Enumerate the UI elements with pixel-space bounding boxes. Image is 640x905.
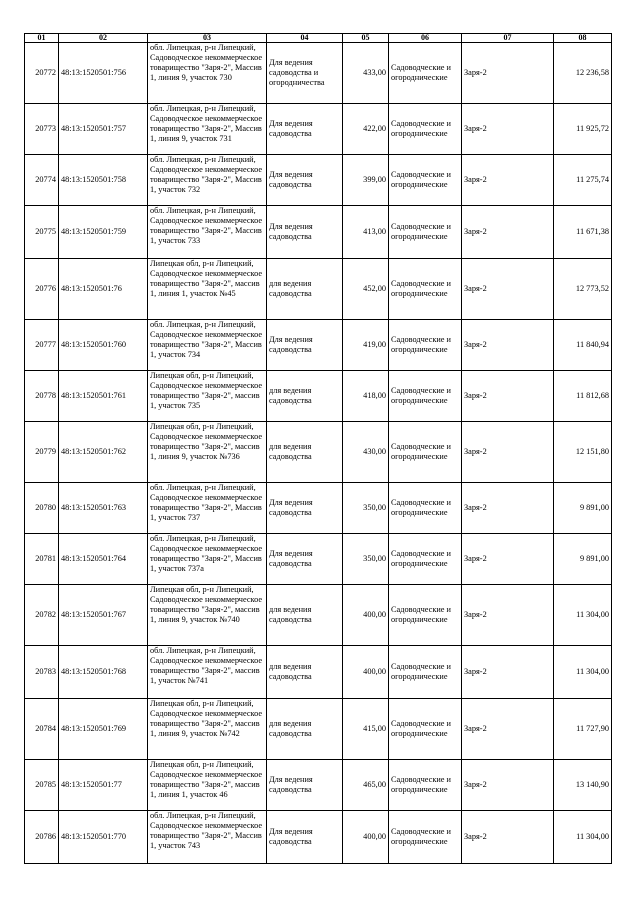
permitted-use-cell: Для ведения садоводства — [267, 206, 343, 259]
address-cell — [148, 155, 267, 206]
cadastral-number-cell: 48:13:1520501:77 — [59, 760, 148, 811]
address-cell — [148, 371, 267, 422]
settlement-name-cell: Заря-2 — [462, 320, 554, 371]
area-value-cell: 422,00 — [343, 104, 389, 155]
permitted-use-cell: Для ведения садоводства — [267, 104, 343, 155]
row-number-cell: 20776 — [25, 259, 59, 320]
cadastral-value-cell: 11 812,68 — [554, 371, 612, 422]
cadastral-number-cell: 48:13:1520501:763 — [59, 483, 148, 534]
table-row — [25, 534, 612, 585]
table-header-row — [25, 34, 612, 43]
cadastral-number-cell: 48:13:1520501:76 — [59, 259, 148, 320]
area-value-cell: 399,00 — [343, 155, 389, 206]
cadastral-value-cell: 11 671,38 — [554, 206, 612, 259]
column-header: 01 — [25, 34, 59, 43]
table-row — [25, 811, 612, 864]
address-text: обл. Липецкая, р-н Липецкий, Садоводческое некоммерческое товарищество "Заря-2", Массив 1, участок 732 — [150, 155, 263, 194]
permitted-use-cell: для ведения садоводства — [267, 371, 343, 422]
settlement-name-cell: Заря-2 — [462, 422, 554, 483]
cadastral-number-cell: 48:13:1520501:757 — [59, 104, 148, 155]
column-header: 02 — [59, 34, 148, 43]
row-number-cell: 20772 — [25, 43, 59, 104]
column-header: 08 — [554, 34, 612, 43]
table-row — [25, 259, 612, 320]
land-category-cell: Садоводческие и огороднические — [389, 371, 462, 422]
area-value-cell: 400,00 — [343, 811, 389, 864]
table-row — [25, 206, 612, 259]
address-text: Липецкая обл, р-н Липецкий, Садоводческое некоммерческое товарищество "Заря-2", массив 1, линия 9, участок №736 — [150, 422, 263, 461]
row-number-cell: 20775 — [25, 206, 59, 259]
row-number-cell: 20774 — [25, 155, 59, 206]
settlement-name-cell: Заря-2 — [462, 699, 554, 760]
row-number-cell: 20778 — [25, 371, 59, 422]
land-category-cell: Садоводческие и огороднические — [389, 104, 462, 155]
row-number-cell: 20779 — [25, 422, 59, 483]
land-category-cell: Садоводческие и огороднические — [389, 811, 462, 864]
address-text: обл. Липецкая, р-н Липецкий, Садоводческое некоммерческое товарищество "Заря-2", Массив 1, участок 743 — [150, 811, 263, 850]
row-number-cell: 20777 — [25, 320, 59, 371]
address-cell — [148, 760, 267, 811]
address-text: обл. Липецкая, р-н Липецкий, Садоводческое некоммерческое товарищество "Заря-2", Массив 1, линия 9, участок 730 — [150, 43, 263, 82]
address-cell — [148, 699, 267, 760]
row-number-cell: 20783 — [25, 646, 59, 699]
cadastral-number-cell: 48:13:1520501:768 — [59, 646, 148, 699]
address-text: обл. Липецкая, р-н Липецкий, Садоводческое некоммерческое товарищество "Заря-2", Массив 1, участок 737 — [150, 483, 263, 522]
settlement-name-cell: Заря-2 — [462, 371, 554, 422]
settlement-name-cell: Заря-2 — [462, 206, 554, 259]
table-row — [25, 699, 612, 760]
cadastral-value-cell: 11 925,72 — [554, 104, 612, 155]
area-value-cell: 400,00 — [343, 646, 389, 699]
address-cell — [148, 104, 267, 155]
address-text: обл. Липецкая, р-н Липецкий, Садоводческое некоммерческое товарищество "Заря-2", Массив 1, участок 733 — [150, 206, 263, 245]
area-value-cell: 419,00 — [343, 320, 389, 371]
table-row — [25, 585, 612, 646]
address-cell — [148, 422, 267, 483]
column-header: 06 — [389, 34, 462, 43]
land-category-cell: Садоводческие и огороднические — [389, 422, 462, 483]
table-row — [25, 320, 612, 371]
address-text: обл. Липецкая, р-н Липецкий, Садоводческое некоммерческое товарищество "Заря-2", Массив 1, участок 734 — [150, 320, 263, 359]
land-category-cell: Садоводческие и огороднические — [389, 206, 462, 259]
address-text: Липецкая обл, р-н Липецкий, Садоводческое некоммерческое товарищество "Заря-2", массив 1, участок 735 — [150, 371, 263, 410]
area-value-cell: 465,00 — [343, 760, 389, 811]
row-number-cell: 20785 — [25, 760, 59, 811]
area-value-cell: 350,00 — [343, 483, 389, 534]
address-cell — [148, 811, 267, 864]
cadastral-value-cell: 12 151,80 — [554, 422, 612, 483]
land-category-cell: Садоводческие и огороднические — [389, 699, 462, 760]
cadastral-number-cell: 48:13:1520501:761 — [59, 371, 148, 422]
land-category-cell: Садоводческие и огороднические — [389, 760, 462, 811]
cadastral-value-cell: 11 727,90 — [554, 699, 612, 760]
address-cell — [148, 646, 267, 699]
area-value-cell: 452,00 — [343, 259, 389, 320]
permitted-use-cell: для ведения садоводства — [267, 699, 343, 760]
cadastral-value-cell: 11 840,94 — [554, 320, 612, 371]
settlement-name-cell: Заря-2 — [462, 646, 554, 699]
land-category-cell: Садоводческие и огороднические — [389, 646, 462, 699]
permitted-use-cell: для ведения садоводства — [267, 259, 343, 320]
address-text: Липецкая обл, р-н Липецкий, Садоводческое некоммерческое товарищество "Заря-2", массив 1, линия 9, участок №742 — [150, 699, 263, 738]
address-cell — [148, 206, 267, 259]
cadastral-value-cell: 11 275,74 — [554, 155, 612, 206]
area-value-cell: 418,00 — [343, 371, 389, 422]
permitted-use-cell: Для ведения садоводства — [267, 811, 343, 864]
table-row — [25, 104, 612, 155]
land-category-cell: Садоводческие и огороднические — [389, 320, 462, 371]
area-value-cell: 433,00 — [343, 43, 389, 104]
cadastral-value-cell: 9 891,00 — [554, 483, 612, 534]
address-text: Липецкая обл, р-н Липецкий, Садоводческое некоммерческое товарищество "Заря-2", массив 1, линия 9, участок №740 — [150, 585, 263, 624]
land-category-cell: Садоводческие и огороднические — [389, 585, 462, 646]
cadastral-number-cell: 48:13:1520501:764 — [59, 534, 148, 585]
land-category-cell: Садоводческие и огороднические — [389, 534, 462, 585]
address-text: Липецкая обл, р-н Липецкий, Садоводческое некоммерческое товарищество "Заря-2", массив 1, линия 1, участок 46 — [150, 760, 263, 799]
row-number-cell: 20773 — [25, 104, 59, 155]
table-row — [25, 422, 612, 483]
row-number-cell: 20781 — [25, 534, 59, 585]
settlement-name-cell: Заря-2 — [462, 585, 554, 646]
cadastral-number-cell: 48:13:1520501:769 — [59, 699, 148, 760]
permitted-use-cell: Для ведения садоводства — [267, 534, 343, 585]
cadastral-value-table — [24, 33, 612, 864]
settlement-name-cell: Заря-2 — [462, 104, 554, 155]
settlement-name-cell: Заря-2 — [462, 155, 554, 206]
area-value-cell: 350,00 — [343, 534, 389, 585]
table-row — [25, 43, 612, 104]
row-number-cell: 20780 — [25, 483, 59, 534]
table-row — [25, 483, 612, 534]
table-row — [25, 371, 612, 422]
column-header: 03 — [148, 34, 267, 43]
cadastral-number-cell: 48:13:1520501:758 — [59, 155, 148, 206]
settlement-name-cell: Заря-2 — [462, 43, 554, 104]
settlement-name-cell: Заря-2 — [462, 534, 554, 585]
cadastral-number-cell: 48:13:1520501:762 — [59, 422, 148, 483]
cadastral-number-cell: 48:13:1520501:760 — [59, 320, 148, 371]
permitted-use-cell: для ведения садоводства — [267, 646, 343, 699]
permitted-use-cell: Для ведения садоводства — [267, 483, 343, 534]
settlement-name-cell: Заря-2 — [462, 259, 554, 320]
address-cell — [148, 259, 267, 320]
permitted-use-cell: Для ведения садоводства — [267, 155, 343, 206]
cadastral-value-cell: 13 140,90 — [554, 760, 612, 811]
address-cell — [148, 585, 267, 646]
land-category-cell: Садоводческие и огороднические — [389, 43, 462, 104]
address-text: обл. Липецкая, р-н Липецкий, Садоводческое некоммерческое товарищество "Заря-2", массив 1, участок №741 — [150, 646, 263, 685]
cadastral-value-cell: 12 773,52 — [554, 259, 612, 320]
cadastral-number-cell: 48:13:1520501:756 — [59, 43, 148, 104]
settlement-name-cell: Заря-2 — [462, 760, 554, 811]
permitted-use-cell: Для ведения садоводства — [267, 760, 343, 811]
permitted-use-cell: для ведения садоводства — [267, 585, 343, 646]
land-category-cell: Садоводческие и огороднические — [389, 483, 462, 534]
row-number-cell: 20784 — [25, 699, 59, 760]
cadastral-number-cell: 48:13:1520501:767 — [59, 585, 148, 646]
cadastral-value-cell: 12 236,58 — [554, 43, 612, 104]
column-header: 04 — [267, 34, 343, 43]
area-value-cell: 430,00 — [343, 422, 389, 483]
area-value-cell: 413,00 — [343, 206, 389, 259]
address-text: обл. Липецкая, р-н Липецкий, Садоводческое некоммерческое товарищество "Заря-2", Массив 1, участок 737а — [150, 534, 263, 573]
cadastral-value-cell: 11 304,00 — [554, 585, 612, 646]
settlement-name-cell: Заря-2 — [462, 483, 554, 534]
settlement-name-cell: Заря-2 — [462, 811, 554, 864]
area-value-cell: 400,00 — [343, 585, 389, 646]
address-cell — [148, 534, 267, 585]
cadastral-value-cell: 9 891,00 — [554, 534, 612, 585]
address-text: обл. Липецкая, р-н Липецкий, Садоводческое некоммерческое товарищество "Заря-2", Массив 1, линия 9, участок 731 — [150, 104, 263, 143]
cadastral-number-cell: 48:13:1520501:759 — [59, 206, 148, 259]
cadastral-number-cell: 48:13:1520501:770 — [59, 811, 148, 864]
row-number-cell: 20786 — [25, 811, 59, 864]
area-value-cell: 415,00 — [343, 699, 389, 760]
column-header: 07 — [462, 34, 554, 43]
address-cell — [148, 43, 267, 104]
permitted-use-cell: для ведения садоводства — [267, 422, 343, 483]
address-cell — [148, 483, 267, 534]
permitted-use-cell: Для ведения садоводства — [267, 320, 343, 371]
cadastral-value-cell: 11 304,00 — [554, 811, 612, 864]
address-text: Липецкая обл, р-н Липецкий, Садоводческое некоммерческое товарищество "Заря-2", массив 1, линия 1, участок №45 — [150, 259, 263, 298]
row-number-cell: 20782 — [25, 585, 59, 646]
table-row — [25, 646, 612, 699]
table-row — [25, 155, 612, 206]
table-row — [25, 760, 612, 811]
permitted-use-cell: Для ведения садоводства и огородничества — [267, 43, 343, 104]
land-category-cell: Садоводческие и огороднические — [389, 155, 462, 206]
address-cell — [148, 320, 267, 371]
cadastral-value-cell: 11 304,00 — [554, 646, 612, 699]
column-header: 05 — [343, 34, 389, 43]
land-category-cell: Садоводческие и огороднические — [389, 259, 462, 320]
